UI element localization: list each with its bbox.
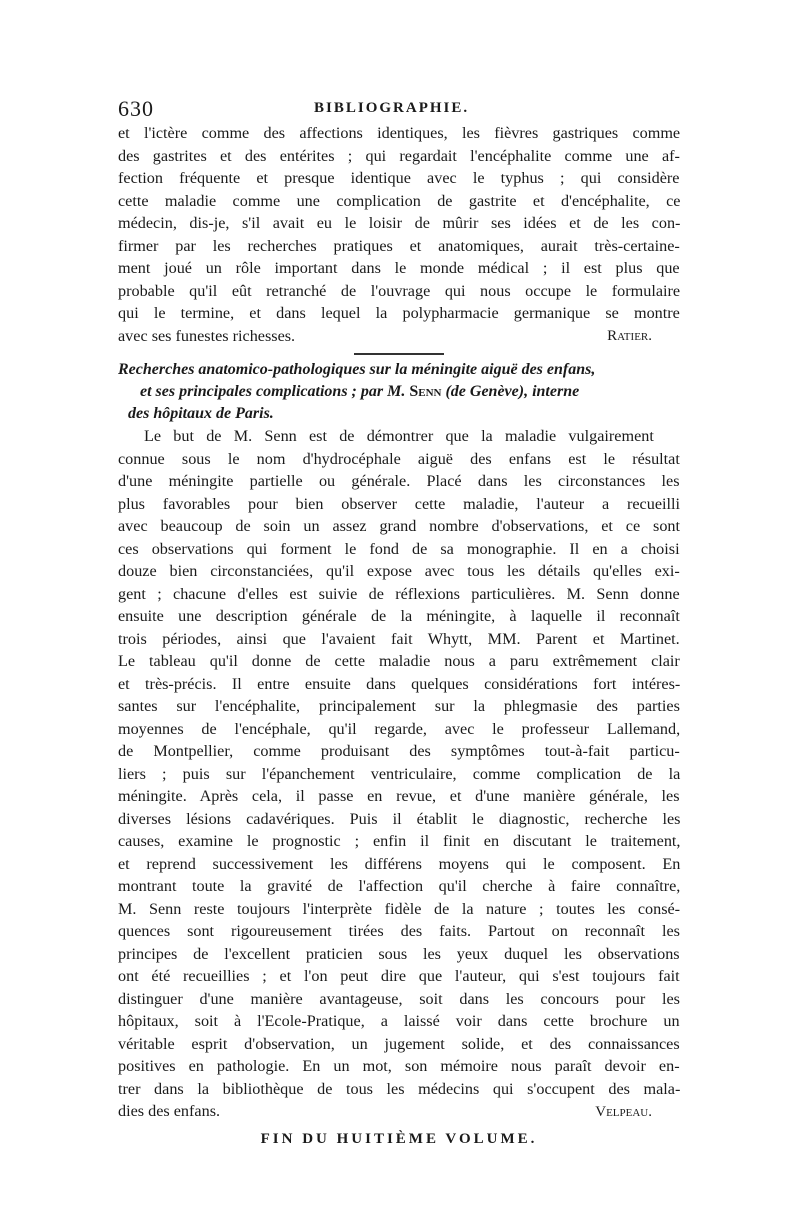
section-divider (354, 353, 444, 355)
text-line: Le tableau qu'il donne de cette maladie nous a paru extrêmement clair (118, 652, 680, 670)
title-line (118, 381, 680, 403)
page (118, 96, 680, 1148)
text-line: gent ; chacune d'elles est suivie de réflexions particulières. M. Senn donne (118, 584, 680, 603)
review-2-title (118, 359, 680, 425)
review-2-signature: Velpeau. (595, 1103, 652, 1120)
page-number: 630 (118, 96, 154, 121)
title-line-text: et ses principales complications ; par M. (140, 383, 406, 400)
text-line: M. Senn reste toujours l'interprète fidèle de la nature ; toutes les consé- (118, 899, 681, 918)
text-line: dies des enfans. (118, 1102, 221, 1120)
text-line: diverses lésions cadavériques. Puis il établit le diagnostic, recherche les (118, 809, 681, 828)
review-1-signature: Ratier. (607, 328, 652, 344)
text-line: Le but de M. Senn est de démontrer que la maladie vulgairement (144, 427, 654, 445)
text-line: d'une méningite partielle ou générale. Placé dans les circonstances les (118, 472, 680, 490)
text-line: positives en pathologie. En un mot, son mémoire nous paraît devoir en- (118, 1057, 680, 1075)
text-line: hôpitaux, soit à l'Ecole-Pratique, a laissé voir dans cette brochure un (118, 1012, 680, 1030)
text-line: probable qu'il eût retranché de l'ouvrage qui nous occupe le formulaire (118, 281, 681, 300)
text-line: qui le termine, et dans lequel la polypharmacie germanique se montre (118, 304, 680, 322)
text-line: santes sur l'encéphalite, principalement sur la phlegmasie des parties (118, 697, 680, 715)
running-head (118, 96, 680, 122)
text-line: fection fréquente et presque identique avec le typhus ; qui considère (118, 169, 680, 187)
text-line: liers ; puis sur l'épanchement ventriculaire, comme complication de la (118, 764, 681, 783)
text-line: méningite. Après cela, il passe en revue, et d'une manière générale, les (118, 787, 680, 805)
text-line: quences sont rigoureusement tirées des faits. Partout on reconnaît les (118, 922, 680, 940)
text-line: plus favorables pour bien observer cette maladie, l'auteur a recueilli (118, 494, 680, 513)
review-2-body (118, 425, 680, 1123)
author-name: Senn (409, 383, 442, 400)
text-line: et très-précis. Il entre ensuite dans quelques considérations fort intéres- (118, 674, 681, 693)
text-line: principes de l'excellent praticien sous les yeux duquel les observations (118, 944, 680, 963)
end-of-volume-mark: FIN DU HUITIÈME VOLUME. (260, 1130, 538, 1147)
text-line: de Montpellier, comme produisant des symptômes tout-à-fait particu- (118, 742, 680, 760)
text-line: firmer par les recherches pratiques et anatomiques, aurait très-certaine- (118, 236, 680, 255)
text-line: et l'ictère comme des affections identiques, les fièvres gastriques comme (118, 124, 681, 142)
text-line: ment joué un rôle important dans le monde médical ; il est plus que (118, 259, 680, 277)
text-line: douze bien circonstanciées, qu'il expose avec tous les détails qu'elles exi- (118, 562, 680, 580)
title-line: Recherches anatomico-pathologiques sur la méningite aiguë des enfans, (118, 361, 596, 378)
text-line: avec ses funestes richesses. (118, 326, 296, 345)
text-line: ont été recueillies ; et l'on peut dire que l'auteur, qui s'est toujours fait (118, 967, 680, 985)
title-tail: (de Genève), interne (445, 383, 580, 400)
review-1-body (118, 122, 680, 347)
title-line: des hôpitaux de Paris. (128, 405, 274, 422)
text-line: moyennes de l'encéphale, qu'il regarde, avec le professeur Lallemand, (118, 719, 681, 738)
text-line: distinguer d'une manière avantageuse, soit dans les concours pour les (118, 989, 680, 1008)
text-line: trer dans la bibliothèque de tous les médecins qui s'occupent des mala- (118, 1079, 681, 1098)
text-line: connue sous le nom d'hydrocéphale aiguë des enfans est le résultat (118, 449, 680, 468)
text-line: avec beaucoup de soin un assez grand nombre d'observations, et ce sont (118, 517, 681, 535)
text-line: médecin, dis-je, s'il avait eu le loisir de mûrir ses idées et de les con- (118, 214, 681, 232)
text-line: montrant toute la gravité de l'affection qu'il cherche à faire connaître, (118, 877, 681, 895)
text-line: véritable esprit d'observation, un jugement solide, et des connaissances (118, 1034, 680, 1053)
text-line: trois périodes, ainsi que l'avaient fait Whytt, MM. Parent et Martinet. (118, 629, 680, 648)
text-line: ces observations qui forment le fond de sa monographie. Il en a choisi (118, 539, 680, 558)
text-line: et reprend successivement les différens moyens qui le composent. En (118, 854, 681, 873)
text-line: causes, examine le prognostic ; enfin il finit en discutant le traitement, (118, 832, 681, 850)
text-line: des gastrites et des entérites ; qui regardait l'encéphalite comme une af- (118, 146, 680, 165)
text-line: ensuite une description générale de la méningite, à laquelle il reconnaît (118, 607, 680, 625)
running-title: BIBLIOGRAPHIE. (314, 100, 470, 116)
text-line: cette maladie comme une complication de gastrite et d'encéphalite, ce (118, 191, 681, 210)
